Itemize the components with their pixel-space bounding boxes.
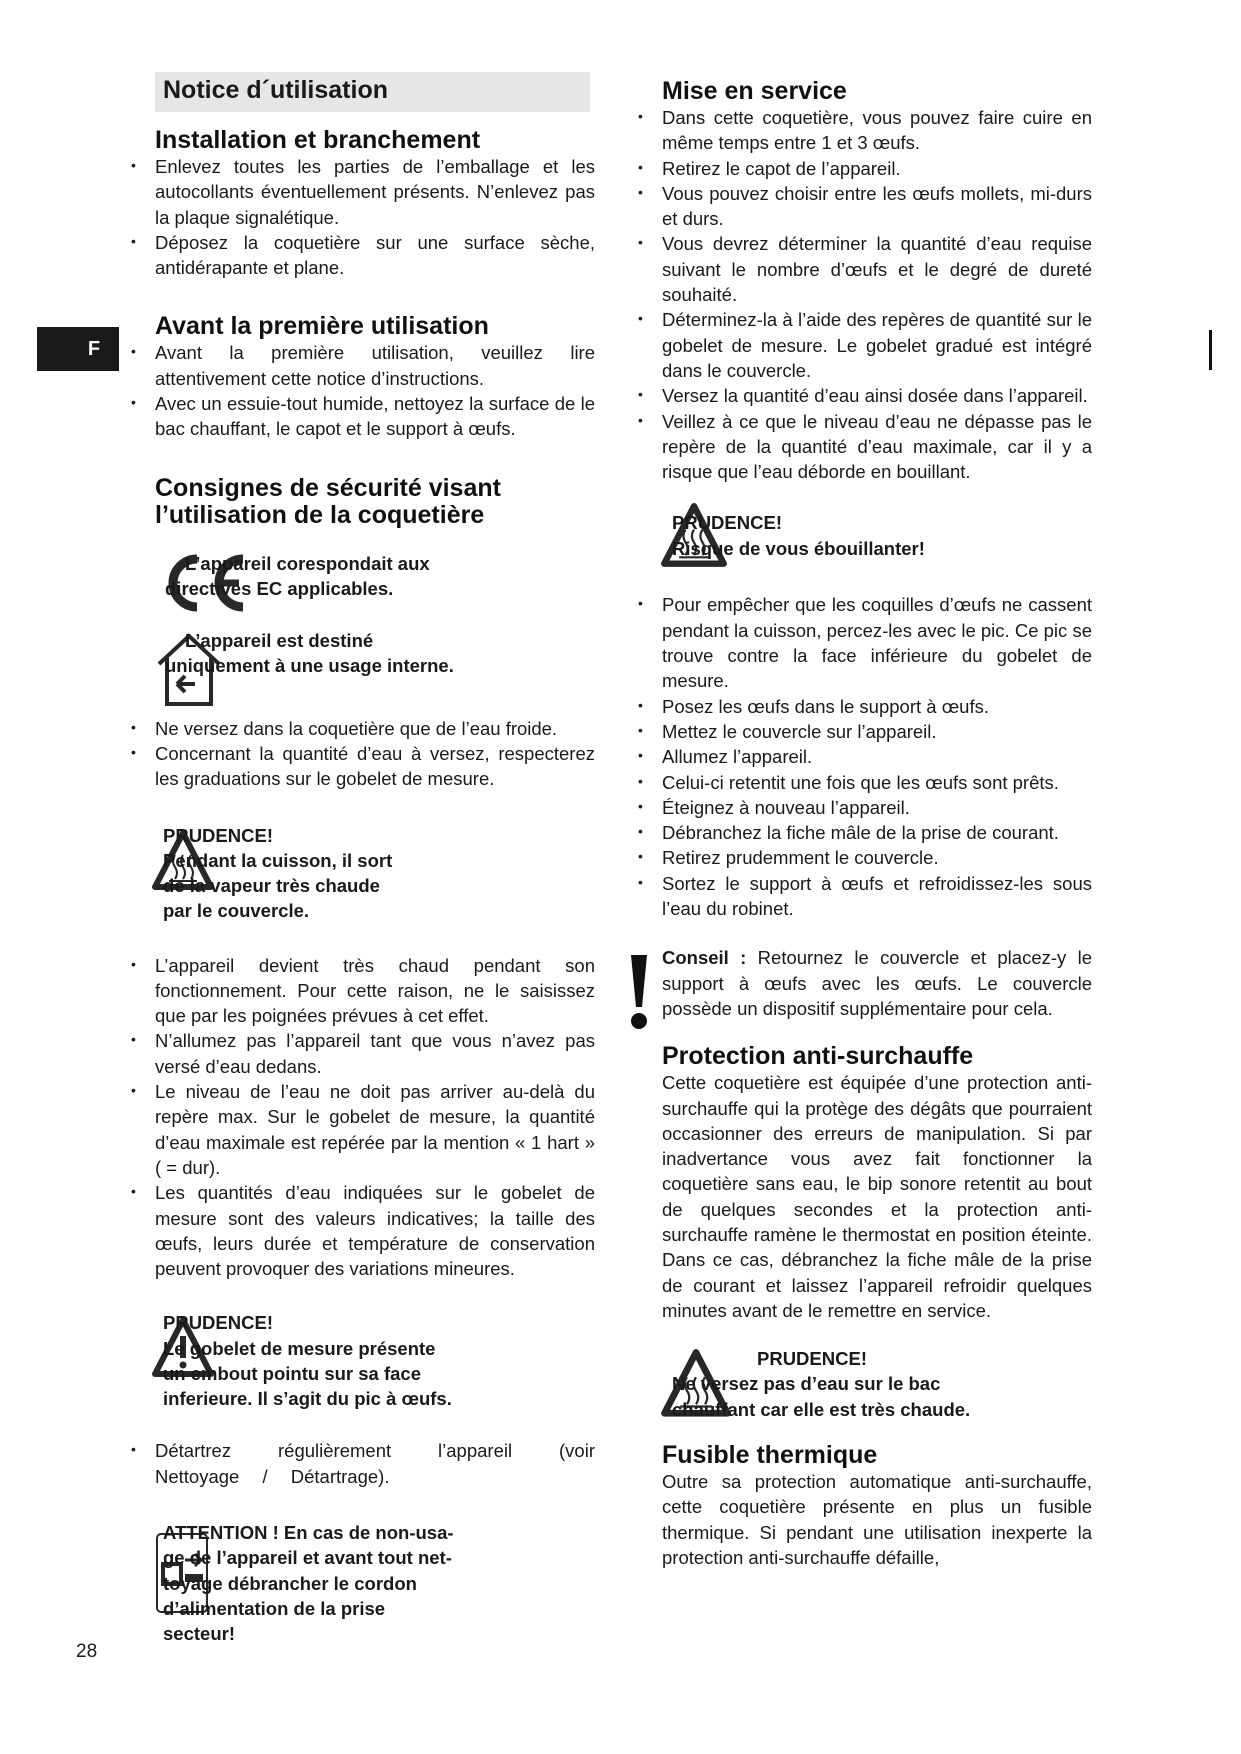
language-tab: F xyxy=(37,327,119,371)
tip-note xyxy=(662,945,1092,1021)
warning-steam: PRUDENCE! Pendant la cuisson, il sort de la vapeur très chaude par le couvercle. xyxy=(155,823,595,923)
left-column xyxy=(155,70,595,1648)
section-heading-fuse: Fusible thermique xyxy=(662,1441,878,1470)
tip-text: Retournez le couvercle et placez-y le support à œufs avec les œufs. Le couvercle possède un dispositif supplémentaire pour cela. xyxy=(662,947,1093,1019)
section-heading-operation: Mise en service xyxy=(662,77,847,105)
list-item: • Posez les œufs dans le support à œufs. xyxy=(662,694,1092,719)
section-heading-installation: Installation et branchement xyxy=(155,126,481,154)
list-item: • Vous devrez déterminer la quantité d’eau requise suivant le nombre d’œufs et le degré de dureté souhaité. xyxy=(662,231,1092,307)
list-item: • Concernant la quantité d’eau à versez, respecterez les graduations sur le gobelet de mesure. xyxy=(155,741,595,792)
ce-note: L’appareil corespondait aux directives EC applicables. xyxy=(155,551,595,611)
right-column xyxy=(662,70,1092,1570)
list-item: • Ne versez dans la coquetière que de l’eau froide. xyxy=(155,716,595,741)
margin-rule xyxy=(1209,330,1212,370)
list-item: • Vous pouvez choisir entre les œufs mollets, mi-durs et durs. xyxy=(662,181,1092,232)
installation-list xyxy=(155,154,595,280)
list-item: • Avec un essuie-tout humide, nettoyez la surface de le bac chauffant, le capot et le support à œufs. xyxy=(155,391,595,442)
warning-pointed: PRUDENCE! Le gobelet de mesure présente un embout pointu sur sa face inferieure. Il s’agit du pic à œufs. xyxy=(155,1310,595,1410)
fuse-text: Outre sa protection automatique anti-surchauffe, cette coquetière présente en plus un fusible thermique. Si pendant une utilisation inexperte la protection anti-surchauffe défaille, xyxy=(662,1471,1092,1569)
section-heading-overheat: Protection anti-surchauffe xyxy=(662,1042,974,1071)
list-item: • Dans cette coquetière, vous pouvez faire cuire en même temps entre 1 et 3 œufs. xyxy=(662,105,1092,156)
page-title: Notice d´utilisation xyxy=(163,76,388,104)
page-number: 28 xyxy=(76,1641,98,1662)
attention-unplug: ATTENTION ! En cas de non-usa- ge de l’appareil et avant tout net- toyage débrancher le cordon d’alimentation de la prise secteur! xyxy=(155,1520,595,1648)
overheat-text: Cette coquetière est équipée d’une protection anti-surchauffe qui la protège des dégâts que pourraient occasionner des erreurs de manipulation. Si par inadvertance vous avez fait fonctionner la coquetière sans eau, le bip sonore retentit au bout de quelques secondes et la protection anti-surchauffe ramène le thermostat en position éteinte. Dans ce cas, débranchez la fiche mâle de la prise de courant et laissez l’appareil refroidir quelques minutes avant de le remettre en service. xyxy=(662,1072,1092,1321)
exclamation-icon xyxy=(628,955,650,1029)
safety-list-a xyxy=(155,716,595,792)
list-item: • Éteignez à nouveau l’appareil. xyxy=(662,795,1092,820)
section-heading-first-use: Avant la première utilisation xyxy=(155,312,489,341)
list-item: • L’appareil devient très chaud pendant son fonctionnement. Pour cette raison, ne le saisissez que par les poignées prévues à cet effet. xyxy=(155,953,595,1029)
list-item: • Retirez prudemment le couvercle. xyxy=(662,845,1092,870)
operation-list-a xyxy=(662,105,1092,484)
list-item: • Sortez le support à œufs et refroidissez-les sous l’eau du robinet. xyxy=(662,871,1092,922)
section-heading-safety: Consignes de sécurité visant l’utilisation de la coquetière xyxy=(155,473,501,529)
list-item: • Les quantités d’eau indiquées sur le gobelet de mesure sont des valeurs indicatives; la taille des œufs, leurs durée et température de conservation peuvent provoquer des variations mineures. xyxy=(155,1180,595,1281)
list-item: • Débranchez la fiche mâle de la prise de courant. xyxy=(662,820,1092,845)
list-item: • Versez la quantité d’eau ainsi dosée dans l’appareil. xyxy=(662,383,1092,408)
list-item: • Allumez l’appareil. xyxy=(662,744,1092,769)
list-item: • Le niveau de l’eau ne doit pas arriver au-delà du repère max. Sur le gobelet de mesure, la quantité d’eau maximale est repérée par la mention « 1 hart » ( = dur). xyxy=(155,1079,595,1180)
list-item: • Pour empêcher que les coquilles d’œufs ne cassent pendant la cuisson, percez-les avec le pic. Ce pic se trouve contre la face inférieure du gobelet de mesure. xyxy=(662,592,1092,693)
list-item: • Déposez la coquetière sur une surface sèche, antidérapante et plane. xyxy=(155,230,595,281)
safety-list-b xyxy=(155,953,595,1282)
warning-scald: PRUDENCE! Risque de vous ébouillanter! xyxy=(662,510,1092,570)
tip-label: Conseil : xyxy=(662,947,747,969)
list-item: • Celui-ci retentit une fois que les œufs sont prêts. xyxy=(662,770,1092,795)
safety-list-c xyxy=(155,1438,595,1489)
list-item: • Mettez le couvercle sur l’appareil. xyxy=(662,719,1092,744)
list-item: • Avant la première utilisation, veuillez lire attentivement cette notice d’instructions. xyxy=(155,340,595,391)
list-item: • Retirez le capot de l’appareil. xyxy=(662,156,1092,181)
house-note: L’appareil est destiné uniquement à une usage interne. xyxy=(155,628,595,688)
list-item: • Déterminez-la à l’aide des repères de quantité sur le gobelet de mesure. Le gobelet gradué est intégré dans le couvercle. xyxy=(662,307,1092,383)
operation-list-b xyxy=(662,592,1092,921)
list-item: • Détartrez régulièrement l’appareil (voir Nettoyage / Détartrage). xyxy=(155,1438,595,1489)
list-item: • Enlevez toutes les parties de l’emballage et les autocollants éventuellement présents. N’enlevez pas la plaque signalétique. xyxy=(155,154,595,230)
first-use-list xyxy=(155,340,595,441)
list-item: • N’allumez pas l’appareil tant que vous n’avez pas versé d’eau dedans. xyxy=(155,1028,595,1079)
list-item: • Veillez à ce que le niveau d’eau ne dépasse pas le repère de la quantité d’eau maximale, car il y a risque que l’eau déborde en bouillant. xyxy=(662,409,1092,485)
warning-hot-plate: PRUDENCE! Ne versez pas d’eau sur le bac chauffant car elle est très chaude. xyxy=(662,1346,1092,1426)
